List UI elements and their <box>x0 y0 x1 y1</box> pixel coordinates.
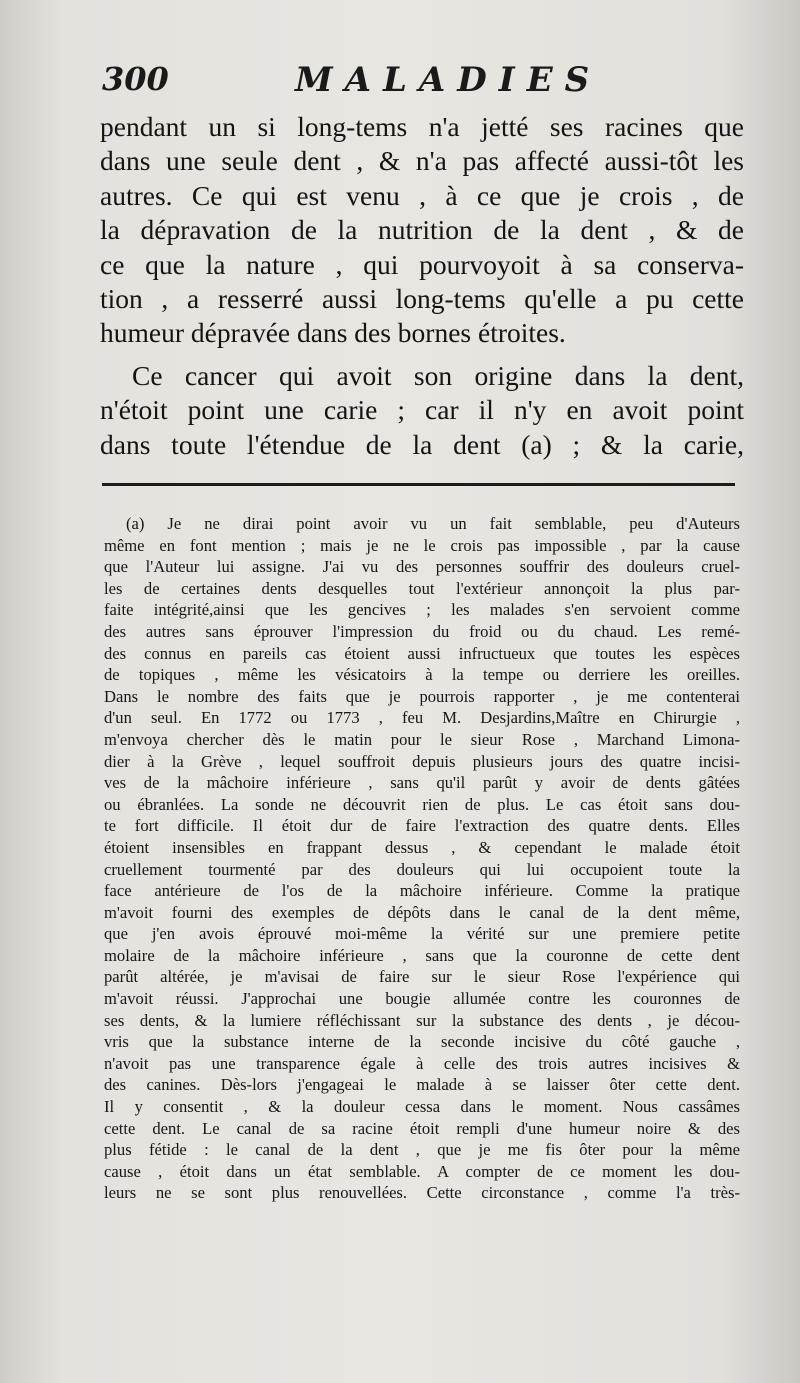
footnote-line: dier à la Grève , lequel souffroit depuis plusieurs jours des quatre incisi- <box>104 751 740 771</box>
text-line: la dépravation de la nutrition de la dent , & de <box>100 214 744 246</box>
footnote-line: molaire de la mâchoire inférieure , sans que la couronne de cette dent <box>104 945 740 965</box>
footnote-line: te fort difficile. Il étoit dur de faire l'extraction des quatre dents. Elles <box>104 816 740 836</box>
footnote-line: vris que la substance interne de la seconde incisive du côté gauche , <box>104 1032 740 1052</box>
footnote-line: de topiques , même les vésicatoirs à la tempe ou derriere les oreilles. <box>104 665 740 685</box>
footnote-divider <box>102 483 735 486</box>
text-line: humeur dépravée dans des bornes étroites. <box>100 317 566 349</box>
text-line: ce que la nature , qui pourvoyoit à sa conserva- <box>100 248 744 280</box>
running-head: MALADIES <box>295 60 602 100</box>
footnote-line: des connus en pareils cas étoient aussi infructueux que toutes les espèces <box>104 643 740 663</box>
footnote-line: m'avoit fourni des exemples de dépôts dans le canal de la dent même, <box>104 902 740 922</box>
main-text <box>100 110 744 462</box>
text-line: n'étoit point une carie ; car il n'y en avoit point <box>100 394 744 426</box>
page-number: 300 <box>102 60 169 98</box>
footnote-line: étoient insensibles en frappant dessus , & cependant le malade étoit <box>104 837 740 857</box>
footnote-line: n'avoit pas une transparence égale à celle des trois autres incisives & <box>104 1053 740 1073</box>
text-line: tion , a resserré aussi long-tems qu'elle a pu cette <box>100 282 744 314</box>
text-line: autres. Ce qui est venu , à ce que je crois , de <box>100 179 744 211</box>
footnote-line: ou ébranlées. La sonde ne découvrit rien de plus. Le cas étoit sans dou- <box>104 794 740 814</box>
footnote-line: faite intégrité,ainsi que les gencives ; les malades s'en servoient comme <box>104 600 740 620</box>
footnote-line: que l'Auteur lui assigne. J'ai vu des personnes souffrir des douleurs cruel- <box>104 557 740 577</box>
footnote-line: plus fétide : le canal de la dent , que je me fis ôter pour la même <box>104 1140 740 1160</box>
footnote-line: des canines. Dès-lors j'engageai le malade à se laisser ôter cette dent. <box>104 1075 740 1095</box>
footnote-line: Dans le nombre des faits que je pourrois rapporter , je me contenterai <box>104 686 740 706</box>
page-header <box>100 60 740 110</box>
footnote-line: ves de la mâchoire inférieure , sans qu'il parût y avoir de dents gâtées <box>104 773 740 793</box>
text-line: Ce cancer qui avoit son origine dans la dent, <box>132 359 744 391</box>
footnote-line: m'envoya chercher dès le matin pour le sieur Rose , Marchand Limona- <box>104 729 740 749</box>
footnote-line: (a) Je ne dirai point avoir vu un fait semblable, peu d'Auteurs <box>126 514 740 533</box>
text-line: pendant un si long-tems n'a jetté ses racines que <box>100 111 744 142</box>
footnote-line: cruellement tourmenté par des douleurs qui lui occupoient toute la <box>104 859 740 879</box>
footnote-line: m'avoit réussi. J'approchai une bougie allumée contre les couronnes de <box>104 989 740 1009</box>
footnote-line: les de certaines dents desquelles tout l'extérieur annonçoit la plus par- <box>104 578 740 598</box>
footnote-line: d'un seul. En 1772 ou 1773 , feu M. Desjardins,Maître en Chirurgie , <box>104 708 740 728</box>
footnote-line: des autres sans éprouver l'impression du froid ou du chaud. Les remé- <box>104 621 740 641</box>
footnote-line: cause , étoit dans un état semblable. A compter de ce moment les dou- <box>104 1161 740 1181</box>
footnote-line: parût altérée, je m'avisai de faire sur le sieur Rose l'expérience qui <box>104 967 740 987</box>
text-line: dans une seule dent , & n'a pas affecté aussi-tôt les <box>100 145 744 177</box>
footnote <box>104 513 740 1204</box>
text-line: dans toute l'étendue de la dent (a) ; & la carie, <box>100 428 744 460</box>
footnote-line: même en font mention ; mais je ne le crois pas impossible , par la cause <box>104 535 740 555</box>
footnote-line: leurs ne se sont plus renouvellées. Cette circonstance , comme l'a très- <box>104 1183 740 1203</box>
footnote-line: ses dents, & la lumiere réfléchissant sur la substance des dents , je décou- <box>104 1010 740 1030</box>
footnote-line: cette dent. Le canal de sa racine étoit rempli d'une humeur noire & des <box>104 1118 740 1138</box>
footnote-line: que j'en avois éprouvé moi-même la vérité sur une premiere petite <box>104 924 740 944</box>
footnote-line: Il y consentit , & la douleur cessa dans le moment. Nous cassâmes <box>104 1097 740 1117</box>
footnote-line: face antérieure de l'os de la mâchoire inférieure. Comme la pratique <box>104 881 740 901</box>
